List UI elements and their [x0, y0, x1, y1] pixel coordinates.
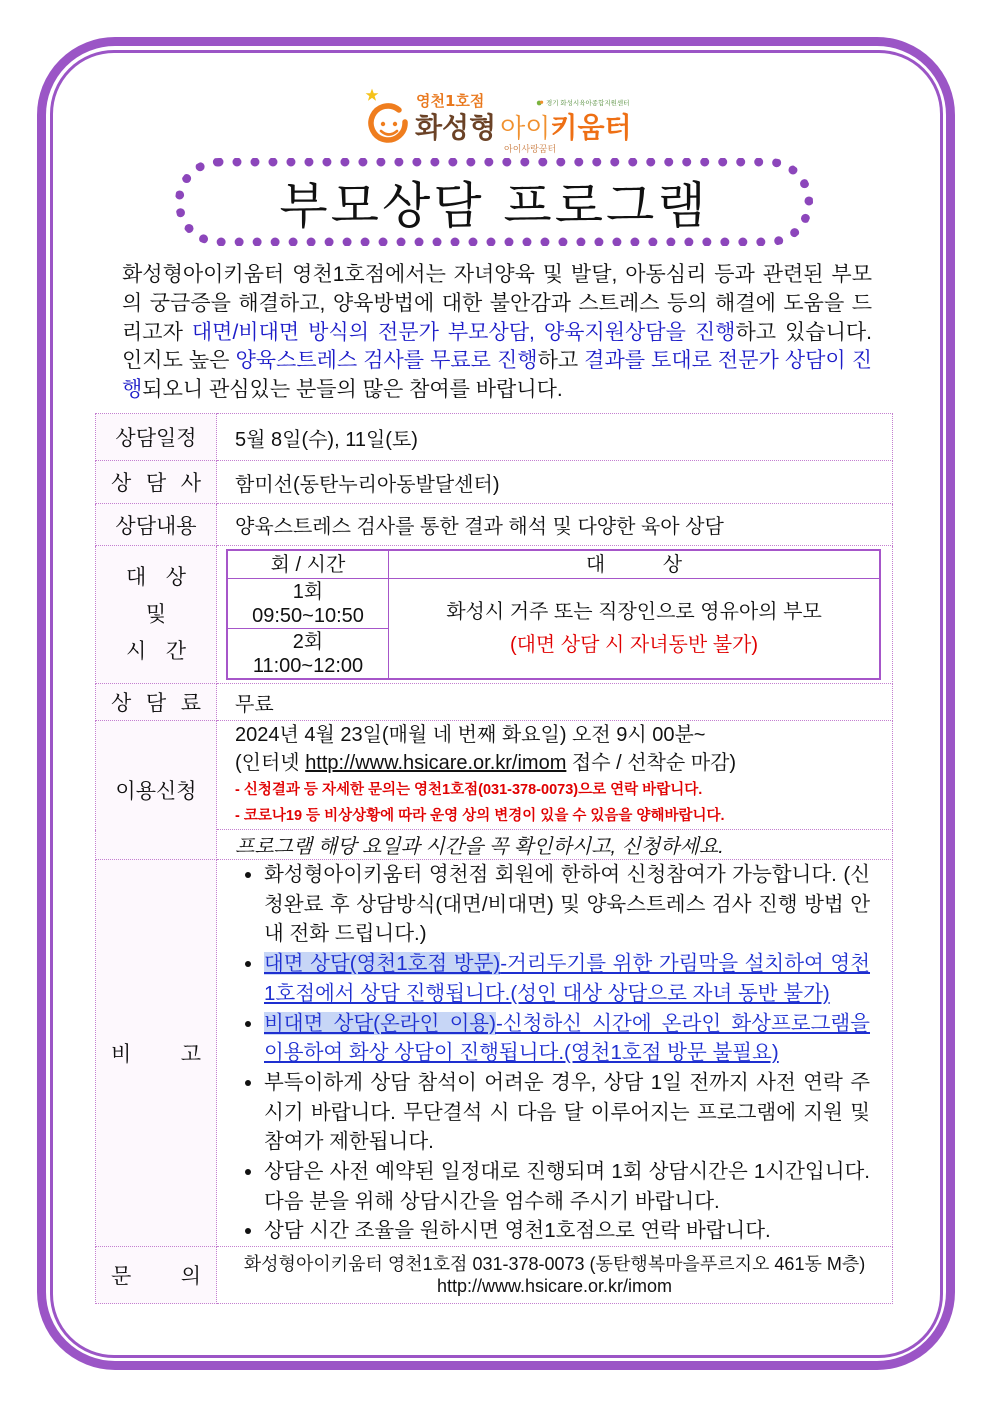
remark-text: 화성형아이키움터 영천점 회원에 한하여 신청참여가 가능합니다. (신청완료 후 상담방식(대면/비대면) 및 양육스트레스 검사 진행 방법 안내 전화 드립니다.) [264, 863, 870, 946]
remark-item [264, 1068, 870, 1157]
remark-highlight[interactable]: 대면 상담(영천1호점 방문) [264, 952, 501, 976]
apply-url-link[interactable]: http://www.hsicare.or.kr/imom [305, 752, 567, 774]
title-box [175, 158, 813, 246]
remarks-list [217, 860, 892, 1246]
fee-label: 상 담 료 [111, 692, 201, 715]
apply-date: 2024년 4월 23일(매월 네 번째 화요일) 오전 9시 00분~ [235, 724, 706, 746]
star-icon [365, 88, 379, 102]
apply-value [217, 721, 893, 830]
remark-text: 상담은 사전 예약된 일정대로 진행되며 1회 상담시간은 1시간입니다. 다음 분을 위해 상담시간을 엄수해 주시기 바랍니다. [264, 1160, 870, 1213]
target-text: 화성시 거주 또는 직장인으로 영유아의 부모 [446, 600, 822, 623]
remark-text: 부득이하게 상담 참석이 어려운 경우, 상담 1일 전까지 사전 연락 주시기 바랍니다. 무단결석 시 다음 달 이루어지는 프로그램에 지원 및 참여가 제한됩니다. [264, 1070, 870, 1154]
remarks-value [217, 860, 893, 1247]
intro-emphasis: 대면/비대면 방식의 전문가 부모상담, 양육지원상담을 진행 [191, 320, 736, 344]
intro-text: 화성형아이키움터 영천1호점에서는 자녀양육 및 발달, 아동심리 등과 관련된 부모의 궁금증을 해결하고, 양육방법에 대한 불안감과 스트레스 등의 해결에 도움을 드리고자 [122, 263, 872, 344]
session-row [227, 579, 880, 629]
apply-row [96, 721, 893, 830]
schedule-label: 상담일정 [96, 414, 217, 461]
session-header-row [227, 550, 880, 579]
session-round: 1회 [292, 580, 324, 603]
logo-tagline: 아이사랑꿈터 [504, 144, 557, 154]
intro-text: 되오니 관심있는 분들의 많은 참여를 바랍니다. [142, 378, 563, 402]
schedule-value: 5월 8일(수), 11일(토) [217, 414, 893, 461]
target-label [96, 546, 217, 684]
smiley-face-icon [366, 102, 412, 148]
content-label: 상담내용 [96, 504, 217, 546]
remark-item [264, 1216, 870, 1246]
remark-text[interactable]: -거리두기를 위한 가림막을 설치하여 영천1호점에서 상담 진행됩니다.(성인 대상 상담으로 자녀 동반 불가) [264, 952, 870, 1005]
intro-emphasis: 양육스트레스 검사를 무료로 진행 [235, 349, 538, 373]
partner-logo [536, 98, 629, 107]
apply-method-suffix: 접수 / 선착순 마감) [566, 752, 737, 774]
counselor-label: 상 담 사 [111, 472, 201, 495]
logo-name-main: 화성형 [415, 111, 497, 144]
contact-label: 문 의 [111, 1265, 201, 1289]
remark-item-in-person[interactable] [264, 949, 870, 1008]
session-time: 09:50~10:50 [252, 604, 364, 627]
target-description [389, 579, 881, 680]
target-label-line: 대 상 [126, 566, 186, 589]
session-table [226, 549, 881, 680]
fee-value: 무료 [217, 684, 893, 721]
remarks-row [96, 860, 893, 1247]
schedule-row [96, 414, 893, 461]
remark-item [264, 860, 870, 949]
page-title: 부모상담 프로그램 [279, 177, 709, 235]
remark-highlight[interactable]: 비대면 상담(온라인 이용) [264, 1011, 497, 1035]
counselor-row [96, 461, 893, 504]
apply-method-prefix: (인터넷 [235, 752, 306, 774]
target-label-line: 및 [145, 603, 167, 626]
partner-leaf-icon [536, 99, 544, 107]
intro-paragraph [122, 261, 872, 405]
remark-item [264, 1157, 870, 1216]
session-round: 2회 [292, 630, 324, 653]
remarks-label: 비 고 [111, 1043, 201, 1067]
contact-info: 화성형아이키움터 영천1호점 031-378-0073 (동탄행복마을푸르지오 461동 M층) [243, 1254, 866, 1275]
remark-item-online[interactable] [264, 1009, 870, 1068]
apply-note: - 코로나19 등 비상상황에 따라 운영 상의 변경이 있을 수 있음을 양해바랍니다. [235, 808, 725, 824]
content-value: 양육스트레스 검사를 통한 결과 해석 및 다양한 육아 상담 [217, 504, 893, 546]
target-label-line: 시 간 [126, 640, 186, 663]
session-cell [227, 579, 389, 629]
apply-label: 이용신청 [96, 721, 217, 860]
apply-method [235, 749, 892, 777]
content-row [96, 504, 893, 546]
apply-note: - 신청결과 등 자세한 문의는 영천1호점(031-378-0073)으로 연락 바랍니다. [235, 782, 703, 798]
target-row [96, 546, 893, 684]
target-header: 대 상 [389, 550, 881, 579]
session-time: 11:00~12:00 [252, 654, 364, 677]
fee-row [96, 684, 893, 721]
program-info-table [95, 413, 893, 1304]
contact-url: http://www.hsicare.or.kr/imom [436, 1276, 673, 1297]
counselor-value: 함미선(동탄누리아동발달센터) [217, 461, 893, 504]
center-logo [360, 84, 635, 156]
intro-emphasis: 결과를 토대로 전문가 상담이 진행 [122, 349, 872, 402]
remark-text[interactable]: -신청하신 시간에 온라인 화상프로그램을 이용하여 화상 상담이 진행됩니다.(영천1호점 방문 불필요) [264, 1011, 870, 1065]
contact-row [96, 1247, 893, 1304]
contact-value [217, 1247, 893, 1304]
intro-text: 하고 [537, 349, 585, 373]
apply-reminder: 프로그램 해당 요일과 시간을 꼭 확인하시고, 신청하세요. [217, 830, 893, 860]
remark-text: 상담 시간 조율을 원하시면 영천1호점으로 연락 바랍니다. [264, 1219, 771, 1243]
target-note: (대면 상담 시 자녀동반 불가) [509, 633, 759, 656]
target-value [217, 546, 893, 684]
session-cell [227, 629, 389, 680]
partner-name: 경기 화성시육아종합지원센터 [546, 100, 630, 107]
logo-name-accent-2: 키움터 [550, 111, 632, 144]
logo-branch: 영천1호점 [416, 92, 485, 110]
intro-text: 하고 있습니다. 인지도 높은 [122, 320, 872, 373]
logo-name-accent-1: 아이 [500, 114, 551, 144]
session-header: 회 / 시간 [227, 550, 389, 579]
